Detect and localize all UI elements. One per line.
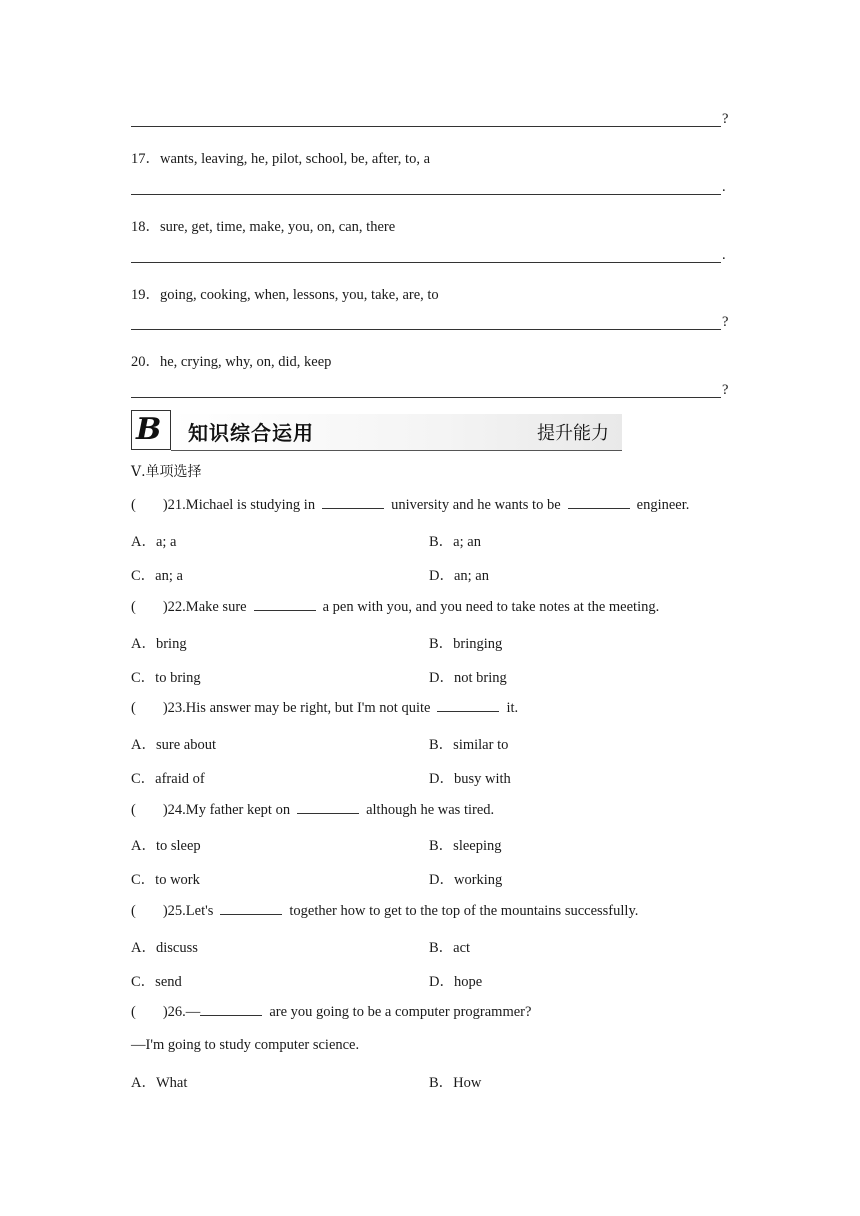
option-d[interactable]: D．busy with <box>429 771 511 787</box>
answer-underline <box>131 194 721 195</box>
item-17-prompt <box>131 147 430 168</box>
option-d[interactable]: D．not bring <box>429 670 507 686</box>
blank[interactable] <box>322 496 384 509</box>
answer-line-20[interactable] <box>131 382 731 401</box>
option-a[interactable]: A．a; a <box>131 534 177 550</box>
option-c[interactable]: C．to bring <box>131 670 201 686</box>
question-24 <box>131 801 494 819</box>
answer-underline <box>131 126 721 127</box>
option-d[interactable]: D．an; an <box>429 568 489 584</box>
blank[interactable] <box>568 496 630 509</box>
item-number: 17． <box>131 151 160 167</box>
end-punctuation: . <box>722 247 726 263</box>
banner-letter: B <box>136 412 162 447</box>
option-b[interactable]: B．How <box>429 1075 482 1091</box>
option-c[interactable]: C．send <box>131 974 182 990</box>
answer-paren: ( <box>131 802 136 818</box>
question-stem: university and he wants to be <box>391 497 561 513</box>
item-19-prompt <box>131 283 439 304</box>
answer-line-16[interactable] <box>131 111 731 130</box>
option-b[interactable]: B．a; an <box>429 534 481 550</box>
end-punctuation: ? <box>722 382 729 398</box>
end-punctuation: . <box>722 179 726 195</box>
blank[interactable] <box>297 801 359 814</box>
option-a[interactable]: A．bring <box>131 636 187 652</box>
option-c[interactable]: C．an; a <box>131 568 183 584</box>
question-stem: )21.Michael is studying in <box>162 497 316 513</box>
answer-paren: ( <box>131 1004 136 1020</box>
option-b[interactable]: B．sleeping <box>429 838 502 854</box>
answer-underline <box>131 262 721 263</box>
question-stem: )24.My father kept on <box>162 802 291 818</box>
item-number: 20． <box>131 354 160 370</box>
item-18-prompt <box>131 215 395 236</box>
option-c[interactable]: C．to work <box>131 872 200 888</box>
item-words: sure, get, time, make, you, on, can, there <box>160 219 396 235</box>
banner-title: 知识综合运用 <box>188 421 314 445</box>
question-stem: a pen with you, and you need to take notes at the meeting. <box>322 599 660 615</box>
question-stem: are you going to be a computer programmer? <box>269 1004 532 1020</box>
option-d[interactable]: D．working <box>429 872 503 888</box>
item-number: 18． <box>131 219 160 235</box>
blank[interactable] <box>254 598 316 611</box>
question-stem: )22.Make sure <box>162 599 247 615</box>
blank[interactable] <box>437 699 499 712</box>
blank[interactable] <box>220 902 282 915</box>
answer-underline <box>131 397 721 398</box>
item-words: wants, leaving, he, pilot, school, be, after, to, a <box>160 151 431 167</box>
question-stem: although he was tired. <box>366 802 495 818</box>
item-number: 19． <box>131 287 160 303</box>
answer-paren: ( <box>131 700 136 716</box>
blank[interactable] <box>200 1003 262 1016</box>
question-stem: )25.Let's <box>162 903 214 919</box>
answer-line-17[interactable] <box>131 179 731 198</box>
answer-paren: ( <box>131 599 136 615</box>
question-25 <box>131 902 638 920</box>
dialogue-reply: —I'm going to study computer science. <box>131 1037 360 1053</box>
answer-underline <box>131 329 721 330</box>
question-stem: together how to get to the top of the mountains successfully. <box>289 903 639 919</box>
question-22 <box>131 598 659 616</box>
answer-paren: ( <box>131 497 136 513</box>
option-b[interactable]: B．bringing <box>429 636 503 652</box>
banner-letter-box <box>131 410 171 450</box>
question-21 <box>131 496 689 514</box>
end-punctuation: ? <box>722 111 729 127</box>
banner-subtitle: 提升能力 <box>537 423 609 444</box>
question-stem: )26.— <box>162 1004 201 1020</box>
question-23 <box>131 699 518 717</box>
option-a[interactable]: A．What <box>131 1075 188 1091</box>
option-a[interactable]: A．discuss <box>131 940 198 956</box>
option-b[interactable]: B．similar to <box>429 737 509 753</box>
option-c[interactable]: C．afraid of <box>131 771 205 787</box>
option-d[interactable]: D．hope <box>429 974 483 990</box>
section-heading: Ⅴ.单项选择 <box>131 464 202 480</box>
option-b[interactable]: B．act <box>429 940 471 956</box>
question-stem: it. <box>506 700 519 716</box>
item-words: he, crying, why, on, did, keep <box>160 354 332 370</box>
option-a[interactable]: A．to sleep <box>131 838 201 854</box>
end-punctuation: ? <box>722 314 729 330</box>
answer-line-18[interactable] <box>131 247 731 266</box>
option-a[interactable]: A．sure about <box>131 737 216 753</box>
question-stem: )23.His answer may be right, but I'm not quite <box>162 700 431 716</box>
item-20-prompt <box>131 350 331 371</box>
answer-paren: ( <box>131 903 136 919</box>
item-words: going, cooking, when, lessons, you, take, are, to <box>160 287 439 303</box>
question-stem: engineer. <box>636 497 690 513</box>
answer-line-19[interactable] <box>131 314 731 333</box>
question-26 <box>131 1003 531 1021</box>
section-banner <box>131 410 622 450</box>
